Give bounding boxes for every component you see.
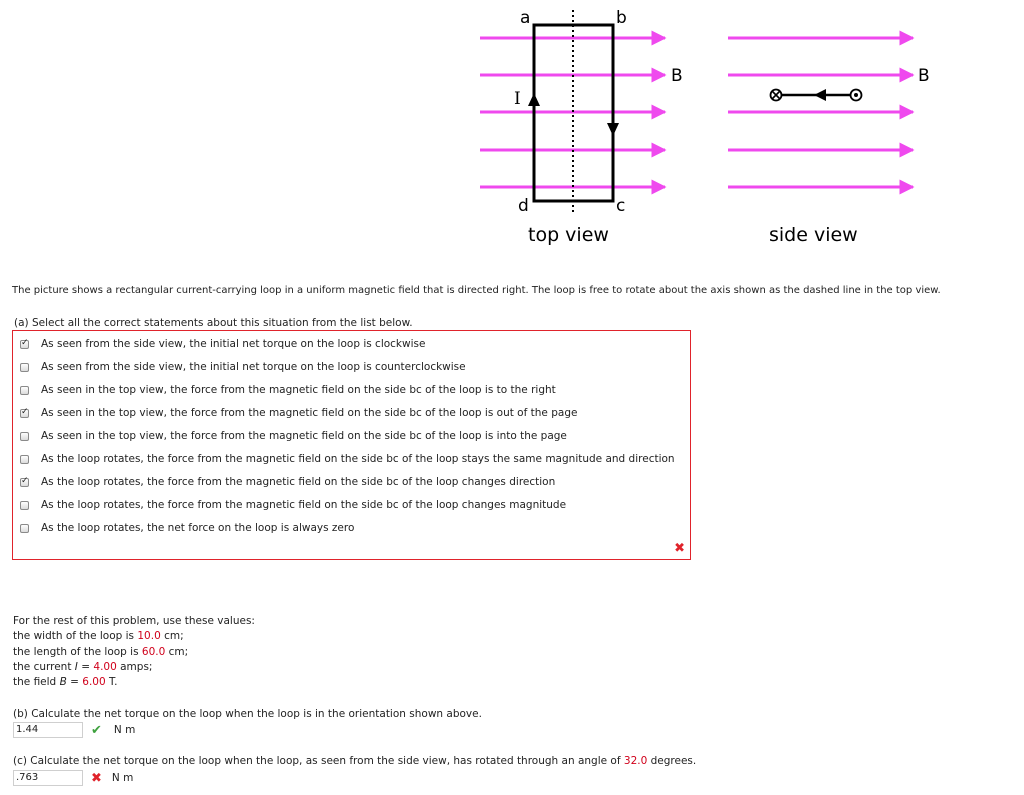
choice-checkbox[interactable] xyxy=(20,363,29,372)
choice-label: As the loop rotates, the force from the magnetic field on the side bc of the loop changes direction xyxy=(41,476,556,488)
choice-8[interactable] xyxy=(13,519,354,537)
part-b-prompt: (b) Calculate the net torque on the loop when the loop is in the orientation shown above. xyxy=(13,708,482,720)
problem-intro: The picture shows a rectangular current-carrying loop in a uniform magnetic field that is directed right. The loop is free to rotate about the axis shown as the dashed line in the top view. xyxy=(12,285,941,296)
choice-checkbox[interactable] xyxy=(20,386,29,395)
current-arrow-down xyxy=(607,123,619,136)
choice-checkbox[interactable] xyxy=(20,524,29,533)
values-intro: For the rest of this problem, use these values: xyxy=(13,615,255,627)
correct-check-icon: ✔ xyxy=(91,722,102,738)
part-a-choices xyxy=(12,330,691,560)
part-b-unit: N m xyxy=(113,724,136,736)
corner-a-label: a xyxy=(520,8,531,28)
length-line: the length of the loop is 60.0 cm; xyxy=(13,645,189,658)
choice-checkbox[interactable] xyxy=(20,478,29,487)
field-value: 6.00 xyxy=(82,676,106,689)
incorrect-icon: ✖ xyxy=(91,770,102,786)
part-c-answer-row xyxy=(13,770,133,786)
length-value: 60.0 xyxy=(141,645,166,658)
choice-label: As seen in the top view, the force from the magnetic field on the side bc of the loop is to the right xyxy=(41,384,556,396)
choice-0[interactable] xyxy=(13,335,425,353)
part-b-answer-row xyxy=(13,722,135,738)
given-values xyxy=(13,614,255,690)
top-view-caption: top view xyxy=(528,224,609,246)
choice-label: As seen in the top view, the force from the magnetic field on the side bc of the loop is out of the page xyxy=(41,407,578,419)
choice-checkbox[interactable] xyxy=(20,340,29,349)
choice-label: As seen in the top view, the force from the magnetic field on the side bc of the loop is into the page xyxy=(41,430,567,442)
choice-label: As seen from the side view, the initial net torque on the loop is clockwise xyxy=(41,338,426,350)
choice-6[interactable] xyxy=(13,473,555,491)
choice-7[interactable] xyxy=(13,496,566,514)
corner-b-label: b xyxy=(616,8,627,28)
side-view-current-arrow xyxy=(814,89,826,101)
choice-4[interactable] xyxy=(13,427,567,445)
choice-checkbox[interactable] xyxy=(20,409,29,418)
choice-2[interactable] xyxy=(13,381,556,399)
into-page-symbol xyxy=(771,90,782,101)
choice-1[interactable] xyxy=(13,358,466,376)
choice-label: As the loop rotates, the force from the magnetic field on the side bc of the loop stays the same magnitude and direction xyxy=(41,453,675,465)
part-b-answer-input[interactable]: 1.44 xyxy=(13,722,83,738)
current-value: 4.00 xyxy=(93,660,117,673)
choice-checkbox[interactable] xyxy=(20,455,29,464)
current-line: the current I = 4.00 amps; xyxy=(13,660,153,673)
choice-label: As seen from the side view, the initial net torque on the loop is counterclockwise xyxy=(41,361,466,373)
field-label-top: B xyxy=(671,66,683,86)
side-view-caption: side view xyxy=(769,224,858,246)
width-line: the width of the loop is 10.0 cm; xyxy=(13,630,184,643)
side-view-field-lines xyxy=(728,38,913,187)
angle-value: 32.0 xyxy=(623,755,648,767)
part-c-answer-input[interactable]: .763 xyxy=(13,770,83,786)
corner-c-label: c xyxy=(616,196,626,216)
loop-diagram xyxy=(0,0,1024,260)
width-value: 10.0 xyxy=(137,630,161,643)
field-line-text: the field B = 6.00 T. xyxy=(13,676,118,689)
part-a-prompt: (a) Select all the correct statements about this situation from the list below. xyxy=(14,317,413,329)
choice-label: As the loop rotates, the net force on the loop is always zero xyxy=(41,522,355,534)
choice-3[interactable] xyxy=(13,404,577,422)
field-label-side: B xyxy=(918,66,930,86)
current-label: I xyxy=(514,89,521,109)
out-of-page-symbol xyxy=(851,90,862,101)
choice-label: As the loop rotates, the force from the magnetic field on the side bc of the loop changes magnitude xyxy=(41,499,567,511)
choice-checkbox[interactable] xyxy=(20,432,29,441)
incorrect-icon: ✖ xyxy=(674,541,685,556)
part-c-prompt: (c) Calculate the net torque on the loop when the loop, as seen from the side view, has rotated through an angle of 32.0 degrees. xyxy=(13,755,697,767)
choice-5[interactable] xyxy=(13,450,675,468)
current-arrow-up xyxy=(528,93,540,106)
choice-checkbox[interactable] xyxy=(20,501,29,510)
corner-d-label: d xyxy=(518,196,529,216)
part-c-unit: N m xyxy=(111,772,134,784)
